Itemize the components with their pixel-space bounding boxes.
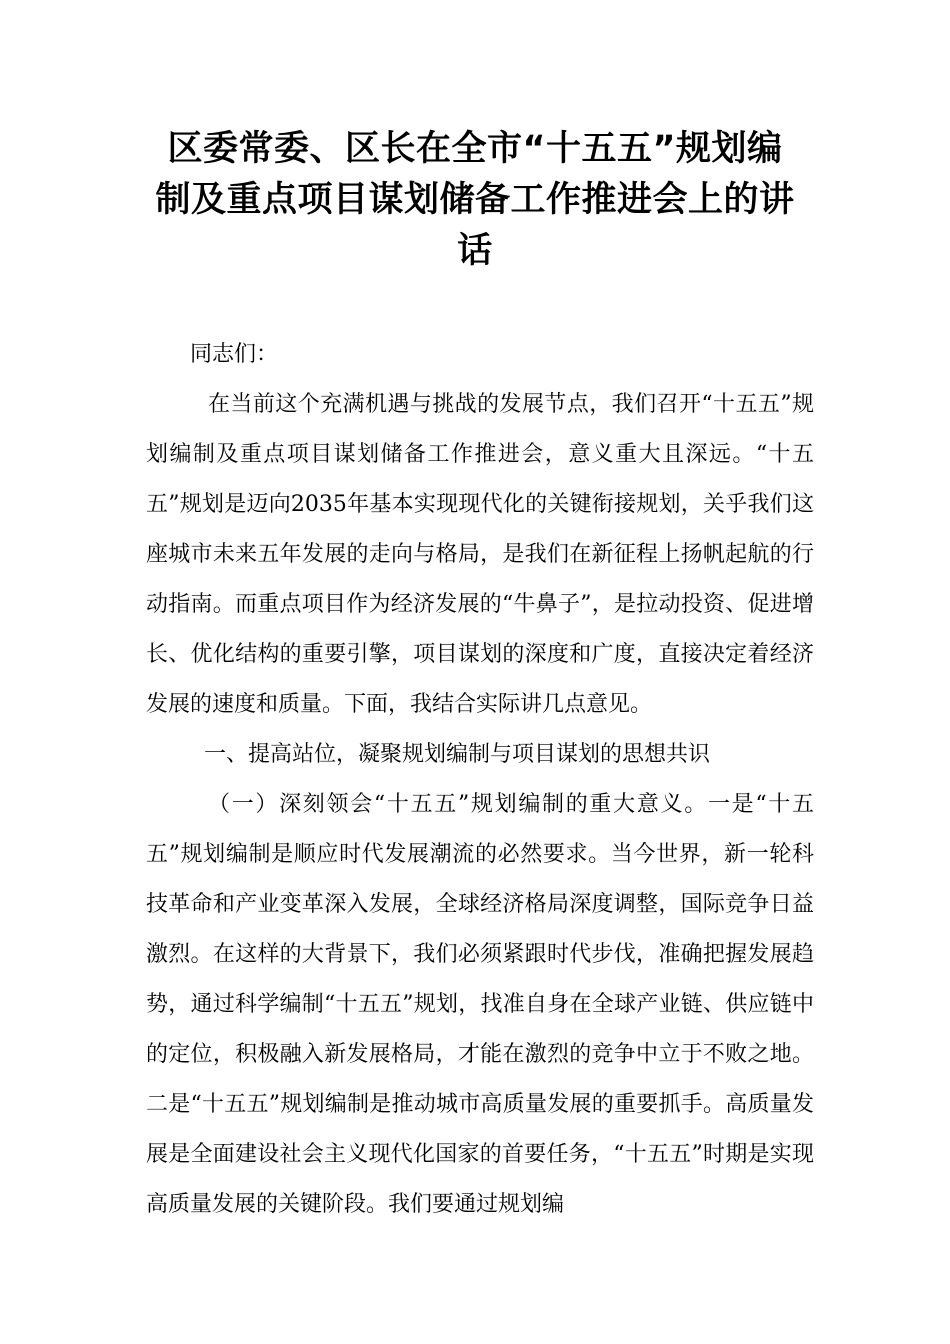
salutation: 同志们： [190, 342, 279, 367]
title-line-1: 区委常委、区长在全市“十五五”规划编 [167, 129, 783, 169]
title-line-3: 话 [457, 231, 493, 271]
section-heading-1: 一、提高站位，凝聚规划编制与项目谋划的思想共识 [204, 742, 711, 767]
subsection-paragraph-1: （一）深刻领会“十五五”规划编制的重大意义。一是“十五五”规划编制是顺应时代发展潮流的必然要求。当今世界，新一轮科技革命和产业变革深入发展，全球经济格局深度调整，国际竞争日益激烈。在这样的大背景下，我们必须紧跟时代步伐，准确把握发展趋势，通过科学编制“十五五”规划，找准自身在全球产业链、供应链中的定位，积极融入新发展格局，才能在激烈的竞争中立于不败之地。二是“十五五”规划编制是推动城市高质量发展的重要抓手。高质量发展是全面建设社会主义现代化国家的首要任务，“十五五”时期是实现高质量发展的关键阶段。我们要通过规划编 [146, 792, 814, 1217]
document-body [146, 330, 814, 1230]
intro-paragraph: 在当前这个充满机遇与挑战的发展节点，我们召开“十五五”规划编制及重点项目谋划储备工作推进会，意义重大且深远。“十五五”规划是迈向2035年基本实现现代化的关键衔接规划，关乎我们这座城市未来五年发展的走向与格局，是我们在新征程上扬帆起航的行动指南。而重点项目作为经济发展的“牛鼻子”，是拉动投资、促进增长、优化结构的重要引擎，项目谋划的深度和广度，直接决定着经济发展的速度和质量。下面，我结合实际讲几点意见。 [146, 392, 814, 717]
document-title [140, 124, 810, 277]
title-line-2: 制及重点项目谋划储备工作推进会上的讲 [155, 180, 795, 220]
